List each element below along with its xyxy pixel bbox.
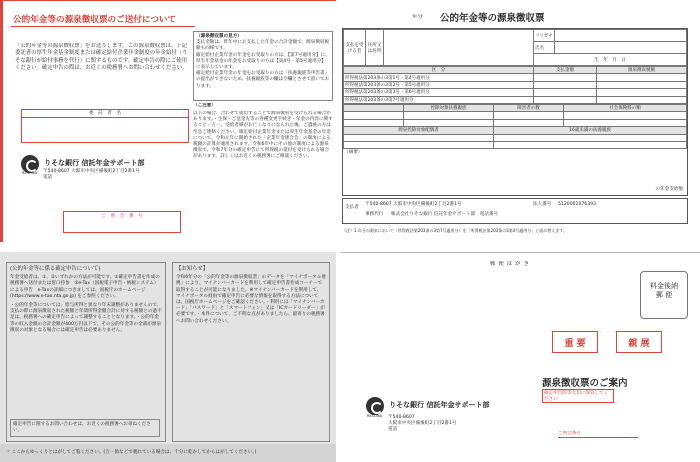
entrust-box — [21, 109, 189, 143]
note-1: 支払金額は、昨年中にお支払した年金の合計金額で、源泉徴収税額も同様です。 — [196, 40, 330, 52]
postcard-inquiry: ご照会番号 — [558, 431, 638, 438]
year-label: 年分 — [412, 14, 423, 20]
slip-header-table — [343, 29, 687, 66]
inquiry-box — [63, 211, 181, 233]
slip-row: 所得税法第203条の3第1号・第4号適用分 — [344, 74, 534, 81]
slip-rows-table — [343, 66, 687, 104]
payer-address: 〒540-8607 大阪市中央区備後町2丁目2番1号 — [365, 202, 462, 207]
postage-mark — [640, 271, 688, 319]
bank-name: りそな銀行 信託年金サポート部 — [389, 400, 490, 409]
postage-line-1: 料金後納 — [650, 282, 678, 290]
postcard-zip: 〒540-8607 — [388, 414, 415, 420]
tax-return-head: (公的年金等に係る確定申告について) — [10, 266, 101, 272]
tax-return-notes: ・公的年金等については、給与所得と異なり年末調整がありませんので、支払の際に源泉徴収された税額と年間所得金額合計に対する税額との過不足は、税務署への確定申告によって調整することとなります。・公的年金等の収入金額の合計金額が400万円以下で、その公的年金等の全部が源泉徴収の対象となる場合には確定申告は必要ありません。 — [10, 303, 162, 333]
notice-head: 【お知らせ】 — [176, 266, 209, 272]
insurance-head: 社会保険料の額 — [564, 104, 687, 111]
postcard-tel: 電話 — [388, 426, 398, 432]
slip-title: 公的年金等の源泉徴収票 — [440, 13, 545, 24]
dependents-head: 障害者の数 — [494, 104, 564, 111]
slip-row: 所得税法第203条の3第2号・第5号適用分 — [344, 81, 534, 88]
slip-row: 所得税法第203条の3第3号・第6号適用分 — [344, 89, 534, 96]
notice-sub: 確定申告時等大切に保管してください — [542, 389, 614, 403]
summary-label: （摘要） — [344, 150, 363, 156]
bank-name: りそな銀行 信託年金サポート部 — [44, 158, 145, 167]
tel-label: 電話 — [43, 174, 53, 180]
office-name: 株式会社りそな銀行 信託年金サポート部 電話番号 — [391, 212, 499, 217]
tax-return-panel — [0, 252, 336, 462]
address-label: 住所又は居所 — [366, 30, 384, 66]
postcard-panel — [340, 252, 700, 462]
important-stamp: 重 要 — [552, 331, 598, 353]
notes-box — [193, 31, 333, 101]
withholding-slip-panel — [340, 0, 700, 252]
notice-title: 源泉徴収票のご案内 — [542, 378, 628, 389]
birth-label: 生 年 月 日 — [534, 54, 687, 66]
slip-footnote: （注）1 年分の源泉において（所得税法第203条の3第7号適用分）を「所得税法第203条の3第4号適用分」と読み替えます。 — [342, 228, 567, 233]
bank-address: 〒540-8607 大阪市中央区備後町2丁目2番1号 — [43, 168, 140, 174]
resona-logo-icon — [366, 397, 384, 415]
other-head: （ご注意） — [193, 103, 216, 108]
under16-head: 16歳未満の扶養親族 — [494, 127, 687, 134]
tax-return-foot: 確定申告に関するお問い合わせは、お近くの税務署へお尋ねください。 — [10, 419, 160, 437]
logo-caption: RESONA — [22, 171, 38, 175]
logo-caption: RESONA — [367, 414, 383, 418]
slip-row: 所得税法第203条の3第7号適用分 — [344, 96, 534, 103]
entrust-label: 委 託 者 名 — [22, 111, 188, 118]
deduction-head: 控除対象扶養親族 — [404, 104, 494, 111]
inquiry-label: ご 照 会 番 号 — [101, 214, 143, 219]
postcard-label: 郵便はがき — [490, 261, 532, 267]
notes-head: （源泉徴収票の見方） — [196, 34, 242, 39]
confidential-stamp: 親 展 — [616, 331, 662, 353]
section-head: 区 分 — [344, 67, 534, 74]
payer-label: 支払者 — [345, 205, 359, 210]
note-3: 確定給付企業年金の年金をお受取りの方は「扶養親族等申告書」の提出ができないため、扶養親族等の欄は空欄とさせて頂いております。 — [196, 71, 330, 89]
slip-deduction-table — [343, 104, 687, 149]
spouse-head: 源泉控除対象配偶者 — [344, 127, 494, 134]
resona-logo-icon — [21, 155, 39, 173]
tax-return-items: 年金受給者は、①、②いずれかの方法が可能です。①確定申告書を作成の税務署へ送付または窓口持参 ②e-Tax（国税電子申告・納税システム）による申告 e-Taxの詳細につきましては、国税庁のホームページ(https://www.e-tax.nta.go.jp) をご参照ください。 — [10, 275, 160, 299]
furigana-label: フリガナ — [534, 30, 555, 42]
office-label: 事務代行 — [365, 212, 384, 217]
notice-body: 令和6年分の「公的年金等の源泉徴収票」のデータを「マイナポータル連携」により、マイナンバーカードを利用して確定申告書作成コーナーで取得することが可能になりました。※マイナンバーカードを利用して、マイナポータル経由で確定申告に必要な情報を取得する方法については、国税庁ホームページをご確認ください。・利用には「マイナンバーカード」「パスワード」と「スマートフォン」又は「ICカードリーダー」が必要です。・本件について、ご不明な点がありましたら、最寄りの税務署へお問い合わせください。 — [176, 275, 326, 324]
other-notes: 以下の場合、合わせて提出することで源泉徴収を受けられる場合があります。・生保・ご送金先等の各種変更手続き・年金の内容に関すること・万一、受給者様がお亡くなりになられた後、ご遺族の方は至急ご連絡ください。確定給付企業年金または厚生年金基金の年金について、令和元年に開始された「企業年金連合会」の制度による税額の計算が適用されます。令和6年中にその他の制度による源泉徴収で、令和7年分の確定申告にて所得税の還付を受けられる場合があります。詳しくはお近くの税務署にご相談ください。 — [193, 111, 333, 160]
corp-no-label: 法人番号 — [533, 202, 552, 207]
cover-letter-panel — [0, 0, 336, 242]
cover-letter-title: 公的年金等の源泉徴収票のご送付について — [13, 15, 177, 25]
tax-head: 源泉徴収税額 — [597, 67, 687, 74]
corp-no: 5120001076393 — [558, 202, 596, 207]
finger-icon: ☞ — [6, 450, 11, 455]
amount-head: 支払金額 — [534, 67, 597, 74]
pay-date-label: の年金支給額 — [655, 186, 683, 192]
cover-letter-intro: 「公的年金等の源泉徴収票」をお送りします。この源泉徴収票は、下記委託者の厚生年金基金制度または確定給付企業年金制度の年金給付（りそな銀行が給付事務を代行）に関するものです。確定申告の際にご使用ください。確定申告の際は、お近くの税務署へお問い合わせください。 — [15, 43, 188, 71]
name-label: 氏名 — [534, 42, 555, 54]
note-2: 確定給付企業年金の年金をお受取りの方は、【第7号適用分】に、厚生年金基金の年金をお受取りの方は【第4号・第5号適用分】に表示しています。 — [196, 52, 330, 70]
postage-line-2: 郵 便 — [655, 291, 673, 300]
payee-cell: 支払を受ける者 — [344, 30, 366, 66]
postcard-address: 大阪市中央区備後町2丁目2番1号 — [388, 420, 457, 426]
cut-line-text: ☞ ここからゆっくりとはがしてご覧ください。(万一偽などで裏れている場合は、十分に乾かしてからはがしてください。) — [6, 450, 257, 455]
